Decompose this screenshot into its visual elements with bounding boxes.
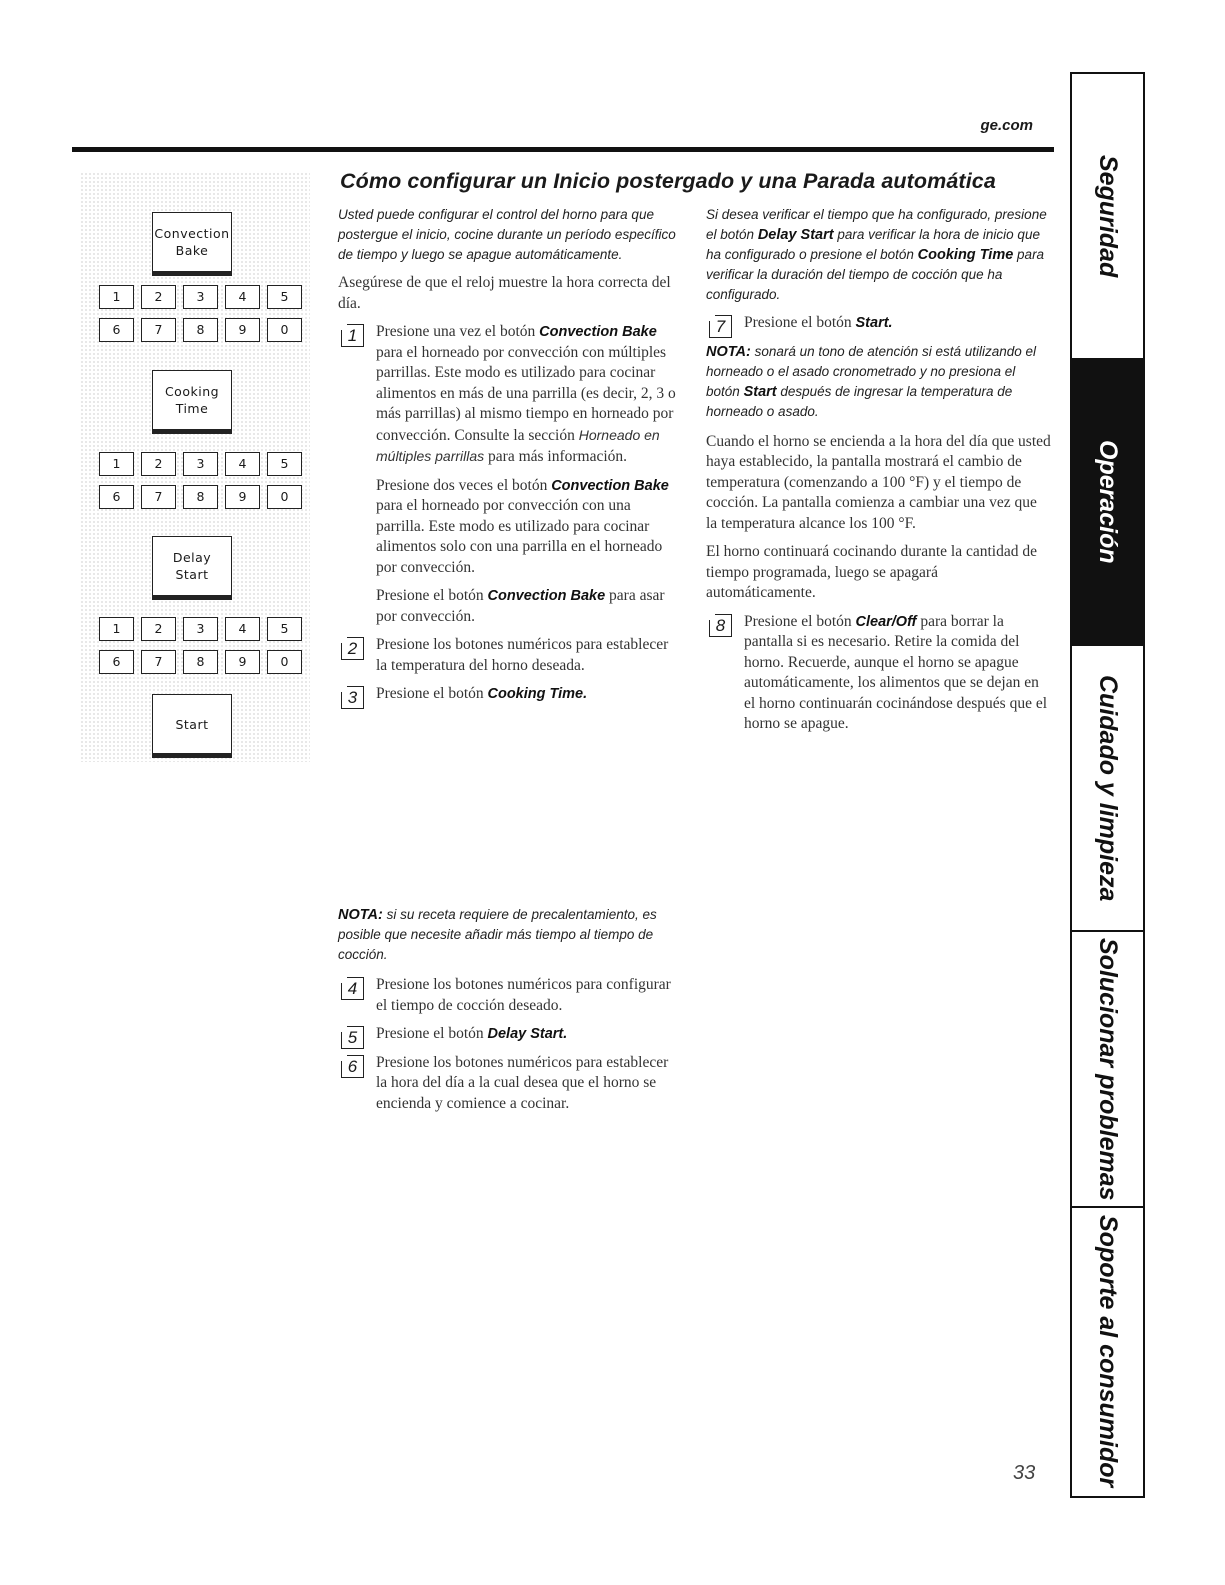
step-6 <box>338 1053 683 1115</box>
header-rule <box>72 147 1054 152</box>
key-name: Convection Bake <box>551 477 669 494</box>
digit-key: 0 <box>267 318 302 342</box>
tab-cuidado-y-limpieza[interactable] <box>1072 646 1143 932</box>
number-pad <box>99 285 309 351</box>
note <box>706 342 1051 422</box>
tab-solucionar-problemas[interactable] <box>1072 932 1143 1208</box>
digit-key: 5 <box>267 617 302 641</box>
left-column-lower <box>338 905 683 1122</box>
step-1 <box>338 322 683 627</box>
digit-key: 8 <box>183 650 218 674</box>
digit-key: 4 <box>225 285 260 309</box>
digit-key: 1 <box>99 617 134 641</box>
tab-label: Solucionar problemas <box>1094 937 1122 1201</box>
digit-key: 2 <box>141 617 176 641</box>
digit-key: 9 <box>225 650 260 674</box>
digit-key: 3 <box>183 617 218 641</box>
clock-instruction: Asegúrese de que el reloj muestre la hora correcta del día. <box>338 274 671 312</box>
intro-part: para verificar la hora de inicio que ha configurado o presione el botón <box>706 227 1040 262</box>
step-text: Presione dos veces el botón <box>376 476 548 494</box>
digit-key: 5 <box>267 452 302 476</box>
digit-key: 6 <box>99 650 134 674</box>
step-text: Presione el botón <box>744 314 852 331</box>
intro-text: Usted puede configurar el control del horno para que postergue el inicio, cocine durante un período específico de tiempo y luego se apague automáticamente. <box>338 207 676 262</box>
digit-key: 8 <box>183 318 218 342</box>
start-key <box>152 694 232 758</box>
note-text: después de ingresar la temperatura de horneado o asado. <box>706 383 1013 419</box>
step-text: Presione el botón <box>744 612 852 630</box>
right-column <box>706 205 1051 743</box>
intro-text <box>706 205 1051 305</box>
digit-key: 0 <box>267 485 302 509</box>
step-number: 8 <box>709 614 732 637</box>
key-label: Bake <box>175 243 209 258</box>
note-label: NOTA: <box>338 907 383 923</box>
note-label: NOTA: <box>706 343 751 360</box>
convection-bake-key <box>152 212 232 276</box>
step-text: Presione los botones numéricos para establecer la hora del día a la cual desea que el horno se encienda y comience a cocinar. <box>376 1053 669 1112</box>
number-pad <box>99 617 309 683</box>
key-name: Cooking Time. <box>487 686 588 702</box>
digit-key: 4 <box>225 452 260 476</box>
key-name: Convection Bake <box>487 588 606 604</box>
section-tabs <box>1070 72 1145 1498</box>
key-name: Convection Bake <box>539 324 657 340</box>
intro-part: para verificar la duración del tiempo de cocción que ha configurado. <box>706 247 1045 302</box>
step-text: para asar por convección. <box>376 587 665 625</box>
step-text: Presione los botones numéricos para establecer la temperatura del horno deseada. <box>376 636 669 674</box>
step-8 <box>706 612 1051 735</box>
step-number: 1 <box>341 324 364 347</box>
digit-key: 7 <box>141 318 176 342</box>
key-name: Delay Start. <box>487 1026 568 1042</box>
step-text: para el horneado por convección con una parrilla. Este modo es utilizado para cocinar alimentos solo con una parrilla en el horneado por convección. <box>376 497 663 576</box>
tab-label: Cuidado y limpieza <box>1094 674 1122 902</box>
digit-key: 2 <box>141 285 176 309</box>
step-text: para el horneado por convección con múltiples parrillas. Este modo es utilizado para cocinar alimentos en más de una parrilla (es decir, 2, 3 o más parrillas) al mismo tiempo en horneado por convección. Consulte la sección <box>376 343 676 444</box>
section-reference: Horneado en múltiples parrillas <box>376 426 660 464</box>
digit-key: 6 <box>99 485 134 509</box>
step-text: Presione una vez el botón <box>376 323 536 340</box>
step-number: 4 <box>341 977 364 1000</box>
step-text: Presione el botón <box>376 1025 484 1042</box>
tab-label: Operación <box>1094 440 1122 564</box>
step-number: 2 <box>341 637 364 660</box>
tab-operacion[interactable] <box>1072 360 1143 646</box>
key-label: Start <box>175 567 209 582</box>
key-label: Start <box>175 716 209 732</box>
page-number: 33 <box>1013 1462 1036 1484</box>
digit-key: 1 <box>99 285 134 309</box>
page-title: Cómo configurar un Inicio postergado y una Parada automática <box>340 169 996 193</box>
delay-start-key <box>152 536 232 600</box>
digit-key: 9 <box>225 318 260 342</box>
step-5 <box>338 1024 683 1045</box>
tab-soporte-al-consumidor[interactable] <box>1072 1208 1143 1494</box>
step-text: para más información. <box>488 448 628 465</box>
digit-key: 5 <box>267 285 302 309</box>
left-column <box>338 205 683 713</box>
digit-key: 0 <box>267 650 302 674</box>
key-name: Start. <box>855 315 893 331</box>
digit-key: 6 <box>99 318 134 342</box>
step-text: Presione el botón <box>376 587 484 604</box>
key-label: Cooking <box>164 384 220 399</box>
tab-label: Soporte al consumidor <box>1094 1214 1122 1488</box>
step-text: Presione los botones numéricos para configurar el tiempo de cocción deseado. <box>376 976 671 1014</box>
digit-key: 7 <box>141 650 176 674</box>
step-text: para borrar la pantalla si es necesario. Retire la comida del horno. Recuerde, aunque el horno se apague automáticamente, los alimentos que se dejan en el horno continuarán cocinándose después que el horno se apague. <box>744 612 1048 732</box>
digit-key: 9 <box>225 485 260 509</box>
key-name: Start <box>743 383 777 400</box>
site-url: ge.com <box>980 117 1033 134</box>
intro-part: Si desea verificar el tiempo que ha configurado, presione el botón <box>706 207 1047 242</box>
note-text: si su receta requiere de precalentamiento, es posible que necesite añadir más tiempo al tiempo de cocción. <box>338 907 657 962</box>
step-number: 5 <box>341 1026 364 1049</box>
step-7 <box>706 313 1051 334</box>
digit-key: 7 <box>141 485 176 509</box>
digit-key: 2 <box>141 452 176 476</box>
digit-key: 3 <box>183 452 218 476</box>
digit-key: 1 <box>99 452 134 476</box>
step-3 <box>338 684 683 705</box>
step-number: 7 <box>709 315 732 338</box>
key-name: Delay Start <box>757 227 834 243</box>
step-2 <box>338 635 683 676</box>
note <box>338 905 683 965</box>
key-name: Clear/Off <box>855 613 917 630</box>
step-text: Presione el botón <box>376 685 484 702</box>
digit-key: 8 <box>183 485 218 509</box>
digit-key: 4 <box>225 617 260 641</box>
cooking-time-key <box>152 370 232 434</box>
key-name: Cooking Time <box>917 247 1014 263</box>
step-4 <box>338 975 683 1016</box>
step-number: 6 <box>341 1055 364 1078</box>
key-label: Convection <box>154 226 230 241</box>
key-label: Time <box>175 401 209 416</box>
digit-key: 3 <box>183 285 218 309</box>
control-panel-illustration <box>80 172 310 762</box>
tab-seguridad[interactable] <box>1072 74 1143 360</box>
auto-off-description: El horno continuará cocinando durante la cantidad de tiempo programada, luego se apagará automáticamente. <box>706 543 1037 601</box>
number-pad <box>99 452 309 518</box>
key-label: Delay <box>172 550 212 565</box>
step-number: 3 <box>341 686 364 709</box>
note-text: sonará un tono de atención si está utilizando el horneado o el asado cronometrado y no presiona el botón <box>706 343 1037 399</box>
tab-label: Seguridad <box>1094 154 1122 278</box>
display-description: Cuando el horno se encienda a la hora del día que usted haya establecido, la pantalla mostrará el cambio de temperatura (comenzando a 100 °F) y el tiempo de cocción. La pantalla comienza a cambiar una vez que la temperatura alcance los 100 °F. <box>706 432 1051 532</box>
